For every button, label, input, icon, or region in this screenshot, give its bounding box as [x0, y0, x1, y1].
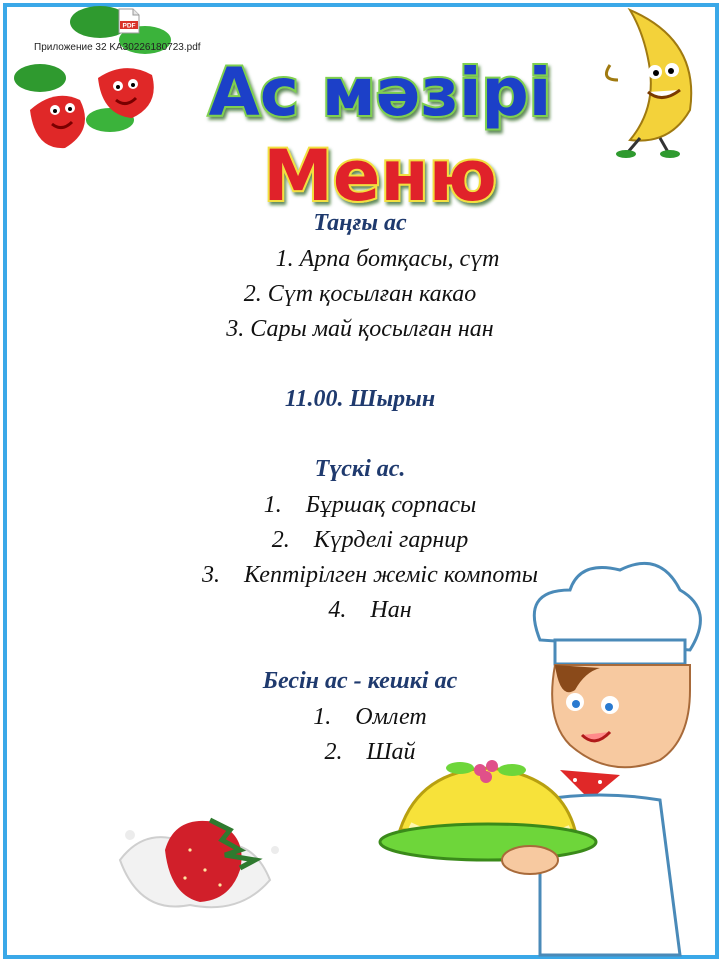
item-number: 2. — [243, 281, 262, 307]
list-item — [0, 316, 720, 343]
item-number: 1. — [263, 492, 282, 518]
item-number: 1. — [275, 246, 294, 272]
item-text: Бұршақ сорпасы — [305, 492, 477, 518]
item-text: Кептірілген жеміс компоты — [243, 562, 539, 588]
item-number: 2. — [271, 527, 290, 553]
list-item — [0, 281, 720, 308]
title-line-1: Ас мәзірі — [208, 54, 552, 131]
strawberry-milk-illustration — [120, 820, 279, 907]
title-line-2: Меню — [263, 135, 497, 217]
item-text: Арпа ботқасы, сүт — [299, 246, 500, 272]
item-text: Сүт қосылған какао — [267, 281, 477, 307]
list-item — [0, 739, 720, 766]
snack-heading: 11.00. Шырын — [284, 386, 436, 412]
item-number: 4. — [328, 597, 347, 623]
list-item — [0, 246, 720, 273]
attachment-file-name: Приложение 32 KA30226180723.pdf — [34, 42, 201, 53]
breakfast-heading: Таңғы ас — [313, 210, 407, 236]
list-item — [0, 704, 720, 731]
pdf-file-icon — [118, 8, 140, 34]
item-number: 2. — [324, 739, 343, 765]
list-item — [0, 562, 720, 589]
item-text: Күрделі гарнир — [313, 527, 469, 553]
item-number: 3. — [226, 316, 245, 342]
item-text: Сары май қосылған нан — [250, 316, 494, 342]
list-item — [0, 527, 720, 554]
title-banner — [180, 40, 600, 220]
item-number: 3. — [201, 562, 220, 588]
list-item — [0, 492, 720, 519]
lunch-heading: Түскі ас. — [314, 456, 406, 482]
list-item — [0, 597, 720, 624]
item-number: 1. — [313, 704, 332, 730]
pdf-icon-label: PDF — [122, 22, 136, 30]
dinner-heading: Бесін ас - кешкі ас — [262, 668, 458, 694]
item-text: Омлет — [355, 704, 427, 730]
banana-illustration — [606, 10, 691, 158]
item-text: Шай — [366, 739, 416, 765]
item-text: Нан — [370, 597, 412, 623]
